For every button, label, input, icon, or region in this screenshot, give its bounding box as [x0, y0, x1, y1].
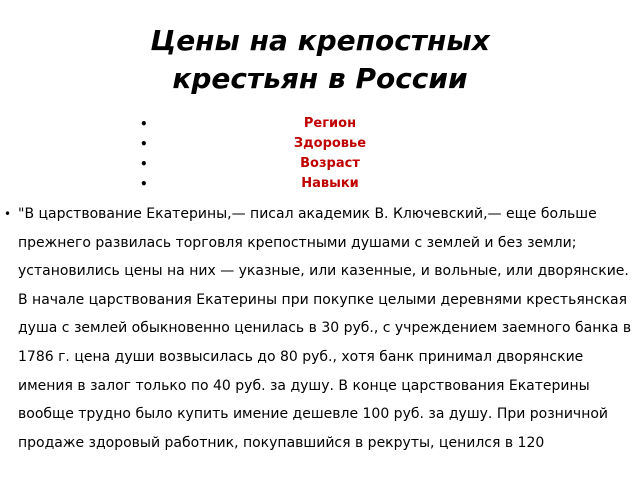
list-item-label-age: Возраст: [300, 156, 360, 171]
list-item: [0, 114, 640, 134]
slide-title: [0, 22, 640, 98]
list-item: [0, 154, 640, 174]
bullet-icon: •: [140, 157, 148, 171]
bullet-icon: •: [140, 177, 148, 191]
bullet-icon: •: [140, 117, 148, 131]
slide-title-line-1: Цены на крепостных: [150, 24, 490, 57]
quote-text: "В царствование Екатерины,— писал академик В. Ключевский,— еще больше прежнего развилась торговля крепостными душами с землей и без земли; установились цены на них — указные, или казенные, и вольные, или дворянские. В начале царствования Екатерины при покупке целыми деревнями крестьянская душа с землей обыкновенно ценилась в 30 руб., с учреждением заемного банка в 1786 г. цена души возвысилась до 80 руб., хотя банк принимал дворянские имения в залог только по 40 руб. за душу. В конце царствования Екатерины вообще трудно было купить имение дешевле 100 руб. за душу. При розничной продаже здоровый работник, покупавшийся в рекруты, ценился в 120: [18, 206, 632, 451]
list-item-label-skills: Навыки: [301, 176, 359, 191]
list-item: [0, 174, 640, 194]
list-item: [0, 134, 640, 154]
slide-title-line-2: крестьян в России: [172, 62, 468, 95]
list-item-label-health: Здоровье: [293, 136, 367, 151]
klyuchevsky-quote: [0, 200, 636, 457]
list-item-label-region: Регион: [303, 116, 357, 131]
price-factors-list: [0, 114, 640, 194]
bullet-icon: •: [4, 207, 12, 221]
bullet-icon: •: [140, 137, 148, 151]
